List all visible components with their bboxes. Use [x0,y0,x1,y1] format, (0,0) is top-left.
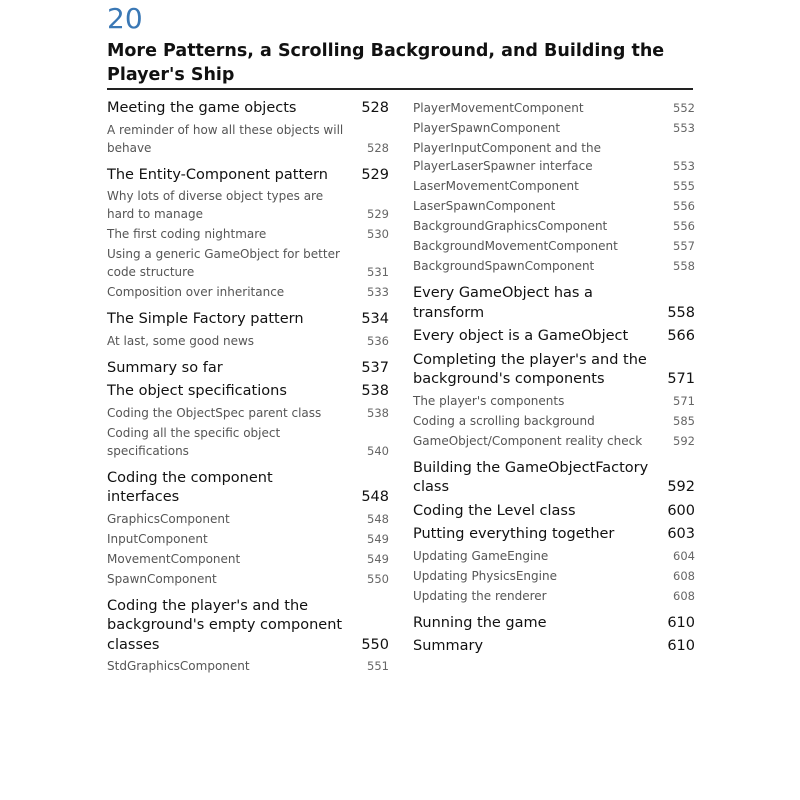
entry-title: Coding the component interfaces [107,469,273,505]
entry-title: Why lots of diverse object types are hard to manage [107,189,324,221]
toc-subsection-entry[interactable] [413,197,695,215]
toc-section-entry[interactable] [107,310,389,330]
entry-page-number: 592 [667,479,695,495]
toc-subsection-entry[interactable] [413,392,695,410]
entry-title: Updating GameEngine [413,548,549,563]
toc-subsection-entry[interactable] [413,432,695,450]
toc-section-entry[interactable] [413,351,695,390]
entry-title: GraphicsComponent [107,511,230,526]
entry-page-number: 536 [367,333,389,348]
entry-title: Composition over inheritance [107,285,285,299]
entry-title: Coding the player's and the background's empty component classes [107,597,343,653]
toc-section-entry[interactable] [107,359,389,379]
toc-subsection-entry[interactable] [107,121,389,157]
toc-subsection-entry[interactable] [107,424,389,460]
toc-subsection-entry[interactable] [107,510,389,528]
entry-title: StdGraphicsComponent [107,659,250,673]
entry-title: Coding the ObjectSpec parent class [107,405,322,420]
entry-title: The object specifications [107,383,287,399]
entry-title: MovementComponent [107,551,241,566]
toc-subsection-entry[interactable] [413,237,695,255]
entry-title: Putting everything together [413,526,615,542]
entry-page-number: 528 [367,140,389,155]
entry-page-number: 529 [367,207,389,221]
toc-section-entry[interactable] [413,614,695,634]
entry-page-number: 550 [367,571,389,586]
entry-title: BackgroundSpawnComponent [413,259,595,273]
toc-subsection-entry[interactable] [107,530,389,548]
entry-title: Every GameObject has a transform [413,285,593,321]
entry-title: The Entity-Component pattern [107,166,328,183]
entry-page-number: 556 [673,199,695,213]
toc-subsection-entry[interactable] [107,570,389,588]
entry-page-number: 528 [361,100,389,116]
entry-title: Updating the renderer [413,588,547,603]
entry-title: Summary so far [107,359,223,376]
toc-subsection-entry[interactable] [413,587,695,605]
toc-section-entry[interactable] [107,469,389,508]
entry-page-number: 548 [361,489,389,505]
entry-page-number: 551 [367,659,389,673]
toc-section-entry[interactable] [107,99,389,119]
toc-subsection-entry[interactable] [107,225,389,243]
toc-subsection-entry[interactable] [107,245,389,281]
toc-subsection-entry[interactable] [107,404,389,422]
chapter-number: 20 [107,2,143,35]
toc-subsection-entry[interactable] [107,187,389,223]
entry-page-number: 571 [673,393,695,408]
entry-page-number: 592 [673,433,695,448]
entry-page-number: 571 [667,371,695,387]
entry-page-number: 548 [367,511,389,526]
entry-title: BackgroundGraphicsComponent [413,219,608,233]
chapter-title: More Patterns, a Scrolling Background, and Building the Player's Ship [107,41,665,85]
entry-title: LaserMovementComponent [413,179,579,193]
toc-section-entry[interactable] [413,637,695,657]
entry-title: Completing the player's and the background's components [413,351,647,387]
entry-page-number: 549 [367,551,389,566]
entry-page-number: 537 [361,359,389,376]
title-rule [107,88,693,90]
toc-section-entry[interactable] [107,597,389,656]
entry-page-number: 555 [673,179,695,193]
entry-title: GameObject/Component reality check [413,433,643,448]
entry-title: InputComponent [107,531,208,546]
toc-subsection-entry[interactable] [413,119,695,137]
entry-page-number: 600 [667,502,695,519]
toc-subsection-entry[interactable] [413,139,695,175]
entry-page-number: 529 [361,166,389,183]
entry-page-number: 608 [673,588,695,603]
toc-subsection-entry[interactable] [413,567,695,585]
toc-subsection-entry[interactable] [107,657,389,675]
toc-section-entry[interactable] [413,284,695,323]
entry-title: At last, some good news [107,333,255,348]
toc-subsection-entry[interactable] [107,550,389,568]
entry-title: Every object is a GameObject [413,328,629,344]
entry-page-number: 552 [673,101,695,115]
entry-page-number: 549 [367,531,389,546]
entry-page-number: 540 [367,443,389,458]
entry-page-number: 557 [673,239,695,253]
toc-subsection-entry[interactable] [413,257,695,275]
entry-title: Updating PhysicsEngine [413,568,557,583]
entry-title: Coding all the specific object specifications [107,425,281,458]
entry-title: Using a generic GameObject for better code structure [107,247,340,279]
entry-title: Coding the Level class [413,502,576,519]
toc-subsection-entry[interactable] [413,547,695,565]
entry-page-number: 530 [367,227,389,241]
entry-title: The Simple Factory pattern [107,311,304,327]
entry-title: Building the GameObjectFactory class [413,459,649,495]
toc-subsection-entry[interactable] [413,217,695,235]
entry-title: LaserSpawnComponent [413,199,556,213]
entry-page-number: 558 [673,259,695,273]
entry-page-number: 531 [367,265,389,279]
entry-title: PlayerSpawnComponent [413,121,561,135]
entry-page-number: 538 [361,383,389,399]
entry-page-number: 558 [667,304,695,321]
toc-subsection-entry[interactable] [107,283,389,301]
entry-title: PlayerInputComponent and the PlayerLaserSpawner interface [413,141,601,173]
entry-page-number: 608 [673,568,695,583]
entry-page-number: 585 [673,413,695,428]
toc-subsection-entry[interactable] [413,412,695,430]
toc-column-right [413,97,695,657]
entry-title: PlayerMovementComponent [413,101,584,115]
entry-title: Coding a scrolling background [413,413,595,428]
entry-page-number: 610 [667,614,695,631]
toc-section-entry[interactable] [413,502,695,522]
entry-page-number: 553 [673,159,695,173]
toc-section-entry[interactable] [107,382,389,402]
entry-title: BackgroundMovementComponent [413,239,618,253]
entry-page-number: 533 [367,285,389,299]
entry-title: Running the game [413,614,547,631]
entry-page-number: 538 [367,405,389,420]
toc-section-entry[interactable] [413,459,695,498]
entry-title: Meeting the game objects [107,100,297,116]
entry-page-number: 610 [667,638,695,654]
entry-page-number: 553 [673,121,695,135]
entry-title: Summary [413,638,484,654]
toc-subsection-entry[interactable] [107,332,389,350]
entry-title: A reminder of how all these objects will behave [107,122,344,155]
entry-page-number: 556 [673,219,695,233]
entry-page-number: 603 [667,526,695,542]
toc-section-entry[interactable] [413,525,695,545]
entry-page-number: 550 [361,636,389,653]
toc-section-entry[interactable] [107,166,389,186]
toc-subsection-entry[interactable] [413,177,695,195]
entry-title: The player's components [413,393,565,408]
entry-page-number: 566 [667,328,695,344]
entry-page-number: 604 [673,548,695,563]
toc-column-left [107,97,389,675]
entry-title: SpawnComponent [107,571,217,586]
entry-title: The first coding nightmare [107,227,267,241]
toc-section-entry[interactable] [413,327,695,347]
entry-page-number: 534 [361,311,389,327]
toc-subsection-entry[interactable] [413,99,695,117]
